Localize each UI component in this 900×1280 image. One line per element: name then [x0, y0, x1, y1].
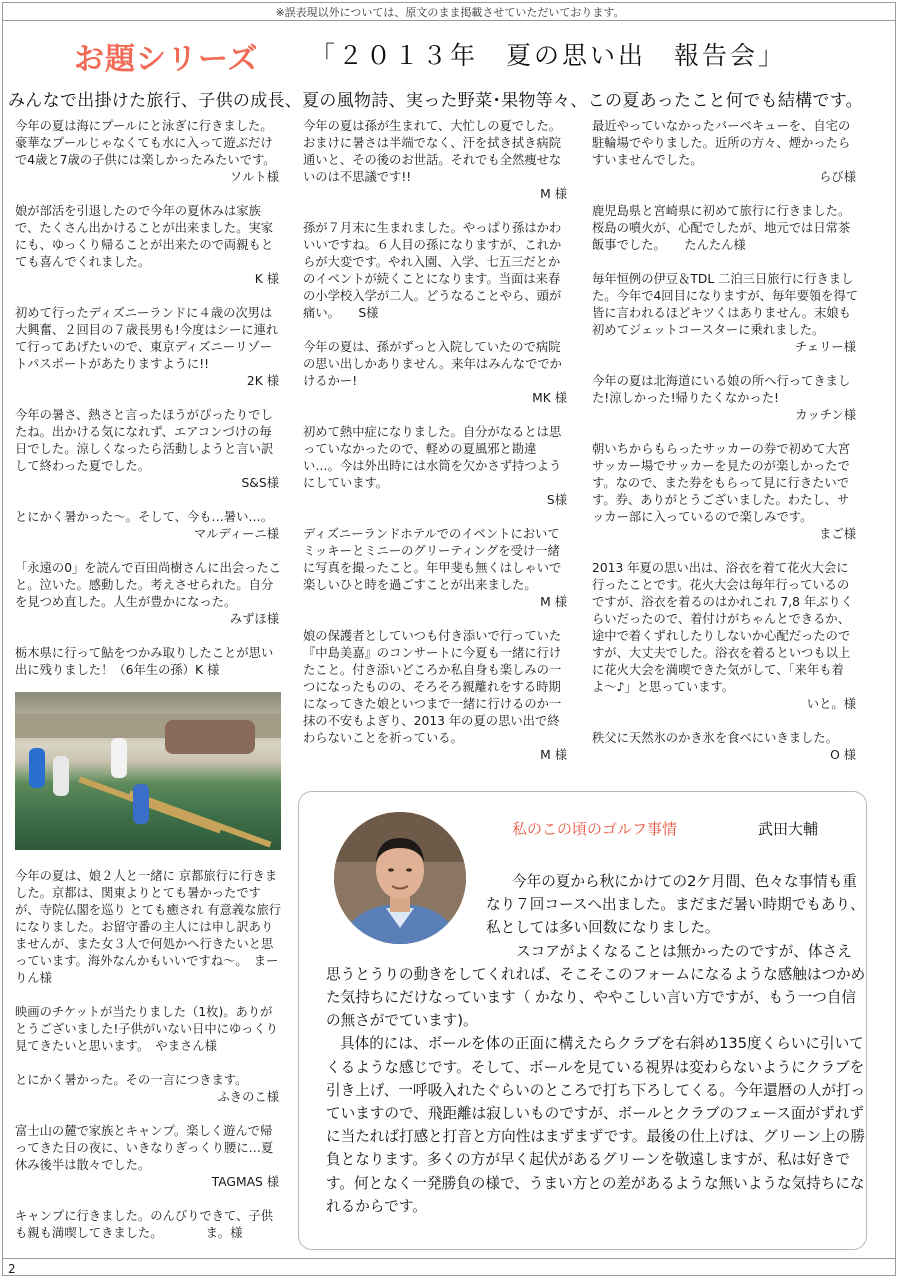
golf-article-author: 武田大輔	[758, 820, 819, 838]
entry-author: 2K 様	[246, 374, 279, 388]
notice-text: ※誤表現以外については、原文のまま掲載させていただいております。	[275, 6, 625, 19]
reader-entry	[303, 628, 571, 764]
entry-author: まご様	[819, 527, 856, 541]
entry-text: 今年の夏は、孫がずっと入院していたので病院の思い出しかありません。来年はみんなででかけるかー!	[303, 340, 562, 388]
entry-author: らび様	[819, 170, 856, 184]
entry-text: 朝いちからもらったサッカーの券で初めて大宮サッカー場でサッカーを見たのが楽しかったです。なので、また券をもらって見に行きたいです。券、ありがとうございました。わたし、サッカー部に入っているので楽しみです。	[592, 442, 850, 524]
entry-text: キャンプに行きました。のんびりできて、子供も親も満喫してきました。 ま。様	[15, 1209, 273, 1240]
page-title: 「２０１３年 夏の思い出 報告会」	[310, 41, 787, 70]
entry-text: 孫が７月末に生まれました。やっぱり孫はかわいいですね。６人目の孫になりますが、これからが大変です。やれ入園、入学、七五三だとかのイベントが続くことになります。当面は来春の小学校入学が二人。どうなることやら、頭が痛い。 S様	[303, 221, 562, 320]
entry-author: K 様	[254, 272, 279, 286]
entry-author: TAGMAS 様	[211, 1175, 279, 1189]
entry-author: みずほ様	[229, 612, 279, 626]
golf-article-title: 私のこの頃のゴルフ事情	[512, 820, 678, 838]
column-2	[303, 118, 571, 781]
entry-author: O 様	[830, 748, 856, 762]
reader-entry	[15, 1072, 283, 1106]
entry-text: 初めて行ったディズニーランドに４歳の次男は大興奮、２回目の７歳長男も!今度はシーに連れて行ってあげたいので、東京ディズニーリゾートパスポートがあたりますように!!	[15, 306, 279, 371]
reader-entry	[15, 118, 283, 186]
series-label: お題シリーズ	[74, 42, 259, 77]
reader-entry	[303, 339, 571, 407]
entry-text: 鹿児島県と宮崎県に初めて旅行に行きました。桜島の噴火が、心配でしたが、地元では日常茶飯事でした。 たんたん様	[592, 204, 851, 252]
reader-entry	[592, 118, 860, 186]
reader-entry	[592, 203, 860, 254]
entry-text: 最近やっていなかったバーベキューを、自宅の駐輪場でやりました。近所の方々、煙かったらすいませんでした。	[592, 119, 851, 167]
entry-text: 娘が部活を引退したので今年の夏休みは家族で、たくさん出かけることが出来ました。実家にも、ゆっくり帰ることが出来たので両親もとても喜んでくれました。	[15, 204, 274, 269]
reader-entry	[592, 730, 860, 764]
entry-author: S&S様	[241, 476, 279, 490]
entry-text: 秩父に天然氷のかき氷を食べにいきました。	[592, 731, 838, 745]
reader-entry	[15, 305, 283, 390]
column-3	[592, 118, 860, 781]
entry-author: M 様	[540, 595, 567, 609]
entry-text: とにかく暑かった。その一言につきます。	[15, 1073, 248, 1087]
reader-entry	[15, 1004, 283, 1055]
reader-entry	[15, 645, 283, 679]
column-1	[15, 118, 283, 1259]
entry-author: ふきのこ様	[217, 1090, 279, 1104]
entry-text: 初めて熱中症になりました。自分がなるとは思っていなかったので、軽めの夏風邪と勘違い…。今は外出時には水筒を欠かさず持つようにしています。	[303, 425, 562, 490]
reader-entry	[303, 424, 571, 509]
entry-text: 「永遠の0」を読んで百田尚樹さんに出会ったこと。泣いた。感動した。考えさせられた。自分を見つめ直した。人生が豊かになった。	[15, 561, 282, 609]
golf-paragraph: 具体的には、ボールを体の正面に構えたらクラブを右斜め135度くらいに引いてくるような感じです。そして、ボールを見ている視界は変わらないようにクラブを引き上げ、一呼吸入れたぐらいのところで打ち下ろしてくる。今年還暦の人が打っていますので、飛距離は寂しいものですが、ボールとクラブのフェース面がずれずに当たれば打感と打音と方向性はまずまずです。最後の仕上げは、グリーン上の勝負となります。多くの方が早く起伏があるグリーンを敬遠しますが、私は好きです。何となく一発勝負の様で、うまい方との差があるような無いような気持ちになれるからです。	[326, 1035, 866, 1215]
reader-entry	[303, 526, 571, 611]
entry-text: 今年の暑さ、熱さと言ったほうがぴったりでしたね。出かける気になれず、エアコンづけの毎日でした。涼しくなったら活動しようと言い訳して終わった夏でした。	[15, 408, 274, 473]
entry-text: 今年の夏は孫が生まれて、大忙しの夏でした。おまけに暑さは半端でなく、汗を拭き拭き病院通いと、その後のお世話。それでも全然痩せないのは不思議です!!	[303, 119, 562, 184]
entry-text: 2013 年夏の思い出は、浴衣を着て花火大会に行ったことです。花火大会は毎年行っているのですが、浴衣を着るのはかれこれ 7,8 年ぶりくらいだったので、着付けがちゃんとできるか、途中で着くずれしたりしないか心配だったのですが、大丈夫でした。浴衣を着るといつも以上に花火大会を満喫できた気がして、「来年も着よ〜♪」と思っています。	[592, 561, 854, 694]
reader-entry	[15, 560, 283, 628]
reader-entry	[592, 441, 860, 543]
reader-entry	[592, 373, 860, 424]
entry-author: M 様	[540, 187, 567, 201]
reader-entry	[303, 220, 571, 322]
reader-entry	[15, 868, 283, 987]
footer-divider	[2, 1258, 896, 1259]
entry-author: MK 様	[532, 391, 567, 405]
entry-text: 毎年恒例の伊豆＆TDL 二泊三日旅行に行きました。今年で4回目になりますが、毎年要領を得て皆に言われるほどキツくはありません。末娘も初めてジェットコースターに乗れました。	[592, 272, 859, 337]
golf-article-body	[300, 870, 866, 1218]
entry-author: M 様	[540, 748, 567, 762]
reader-entry	[15, 509, 283, 543]
entry-text: 栃木県に行って鮎をつかみ取りしたことが思い出に残りました！（6年生の孫）K 様	[15, 646, 274, 677]
reader-entry	[15, 203, 283, 288]
entry-author: カッチン様	[795, 408, 856, 422]
entry-text: 今年の夏は海にプールにと泳ぎに行きました。豪華なプールじゃなくても水に入って遊ぶだけで4歳と7歳の子供には楽しかったみたいです。	[15, 119, 276, 167]
reader-entry	[15, 1123, 283, 1191]
entry-text: 映画のチケットが当たりました（1枚)。ありがとうございました!子供がいない日中にゆっくり見てきたいと思います。 やまさん様	[15, 1005, 279, 1053]
notice-divider	[2, 20, 896, 21]
entry-text: 今年の夏は、娘２人と一緒に 京都旅行に行きました。京都は、関東よりとても暑かったですが、寺院仏閣を巡り とても癒され 有意義な旅行になりました。お留守番の主人には申し訳ありませんが、また女３人で何処かへ行きたいと思っています。海外なんかもいいですね〜。 まーりん様	[15, 869, 282, 985]
entry-author: チェリー様	[794, 340, 856, 354]
golf-paragraph: 今年の夏から秋にかけての2ケ月間、色々な事情も重なり７回コースへ出ました。まだまだ暑い時期でもあり、私としては多い回数になりました。	[486, 873, 865, 937]
golf-paragraph: スコアがよくなることは無かったのですが、体さえ思うとうりの動きをしてくれれば、そこそこのフォームになるような感触はつかめた気持ちにだけなっています（ かなり、ややこしい言い方ですが、もう一つ自信の無さがでています)。	[326, 942, 866, 1030]
entry-text: 娘の保護者としていつも付き添いで行っていた『中島美嘉』のコンサートに今夏も一緒に行けたこと。付き添いどころか私自身も楽しみの一つになったものの、そろそろ親離れをする時期になってきた娘といつまで一緒に行けるのか一抹の不安もよぎり、2013 年の夏の思い出で終わらないことを祈っている。	[303, 629, 562, 745]
lead-text: みんなで出掛けた旅行、子供の成長、夏の風物詩、実った野菜･果物等々、この夏あったこと何でも結構です。	[8, 91, 863, 111]
reader-entry	[15, 407, 283, 492]
entry-author: ソルト様	[229, 170, 279, 184]
reader-entry	[15, 1208, 283, 1242]
page-number: 2	[8, 1262, 16, 1276]
reader-entry	[303, 118, 571, 203]
entry-author: S様	[546, 493, 567, 507]
reader-entry	[592, 271, 860, 356]
entry-text: 今年の夏は北海道にいる娘の所へ行ってきました!涼しかった!帰りたくなかった!	[592, 374, 851, 405]
entry-text: 富士山の麓で家族とキャンプ。楽しく遊んで帰ってきた日の夜に、いきなりぎっくり腰に…夏休み後半は散々でした。	[15, 1124, 274, 1172]
entry-text: ディズニーランドホテルでのイベントにおいてミッキーとミニーのグリーティングを受け一緒に写真を撮ったこと。年甲斐も無くはしゃいで楽しいひと時を過ごすことが出来ました。	[303, 527, 562, 592]
entry-text: とにかく暑かった〜。そして、今も…暑い…。	[15, 510, 273, 524]
entry-author: いと。様	[806, 697, 856, 711]
reader-entry	[592, 560, 860, 713]
entry-author: マルディーニ様	[193, 527, 279, 541]
river-photo	[15, 692, 281, 850]
